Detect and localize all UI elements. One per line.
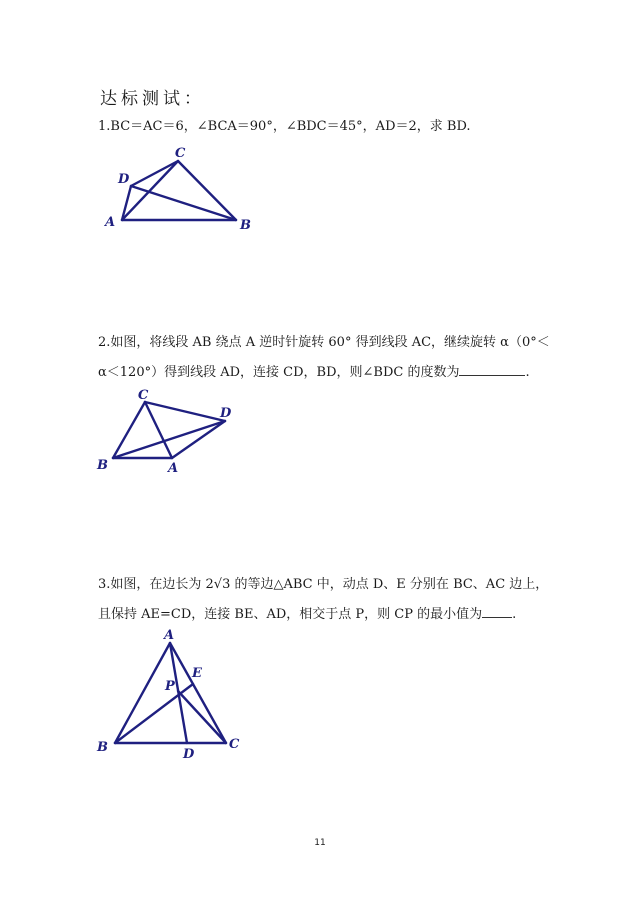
problem-1-number: 1. <box>98 119 111 134</box>
problem-3-end: . <box>512 607 517 622</box>
problem-3-number: 3. <box>98 577 111 592</box>
label-c: C <box>175 146 186 161</box>
label-a: A <box>164 628 175 643</box>
label-c: C <box>229 737 240 752</box>
problem-2-number: 2. <box>98 335 111 350</box>
label-a: A <box>105 215 116 230</box>
label-c: C <box>138 388 149 403</box>
label-d: D <box>183 747 195 762</box>
segment-ca <box>145 402 172 458</box>
answer-blank-2[interactable] <box>459 361 525 376</box>
label-b: B <box>97 740 108 755</box>
problem-1-statement: BC＝AC＝6，∠BCA＝90°，∠BDC＝45°，AD＝2，求 BD. <box>110 119 471 134</box>
answer-blank-3[interactable] <box>482 603 512 618</box>
label-d: D <box>220 406 232 421</box>
problem-2-statement: 如图，将线段 AB 绕点 A 逆时针旋转 60° 得到线段 AC，继续旋转 α（0°＜α＜120°）得到线段 AD，连接 CD，BD，则∠BDC 的度数为 <box>98 335 550 380</box>
section-title: 达标测试： <box>100 89 205 109</box>
problem-3-text <box>98 570 558 630</box>
label-a: A <box>168 461 179 476</box>
page-number: 11 <box>314 838 326 848</box>
label-b: B <box>97 458 108 473</box>
label-e: E <box>192 666 202 681</box>
label-d: D <box>118 172 130 187</box>
segment-ad <box>172 421 225 458</box>
segment-dc <box>131 161 178 186</box>
problem-3-statement: 如图，在边长为 2√3 的等边△ABC 中，动点 D、E 分别在 BC、AC 边上，且保持 AE=CD，连接 BE、AD，相交于点 P，则 CP 的最小值为 <box>98 577 549 622</box>
problem-2-figure <box>94 385 244 480</box>
problem-2-end: . <box>525 365 530 380</box>
problem-3-figure <box>92 625 252 765</box>
problem-1-text <box>98 112 558 142</box>
segment-ab <box>115 643 170 743</box>
problem-1-figure <box>100 140 260 240</box>
label-b: B <box>240 218 251 233</box>
segment-cd <box>145 402 225 421</box>
label-p: P <box>165 679 175 694</box>
problem-2-text <box>98 328 558 388</box>
